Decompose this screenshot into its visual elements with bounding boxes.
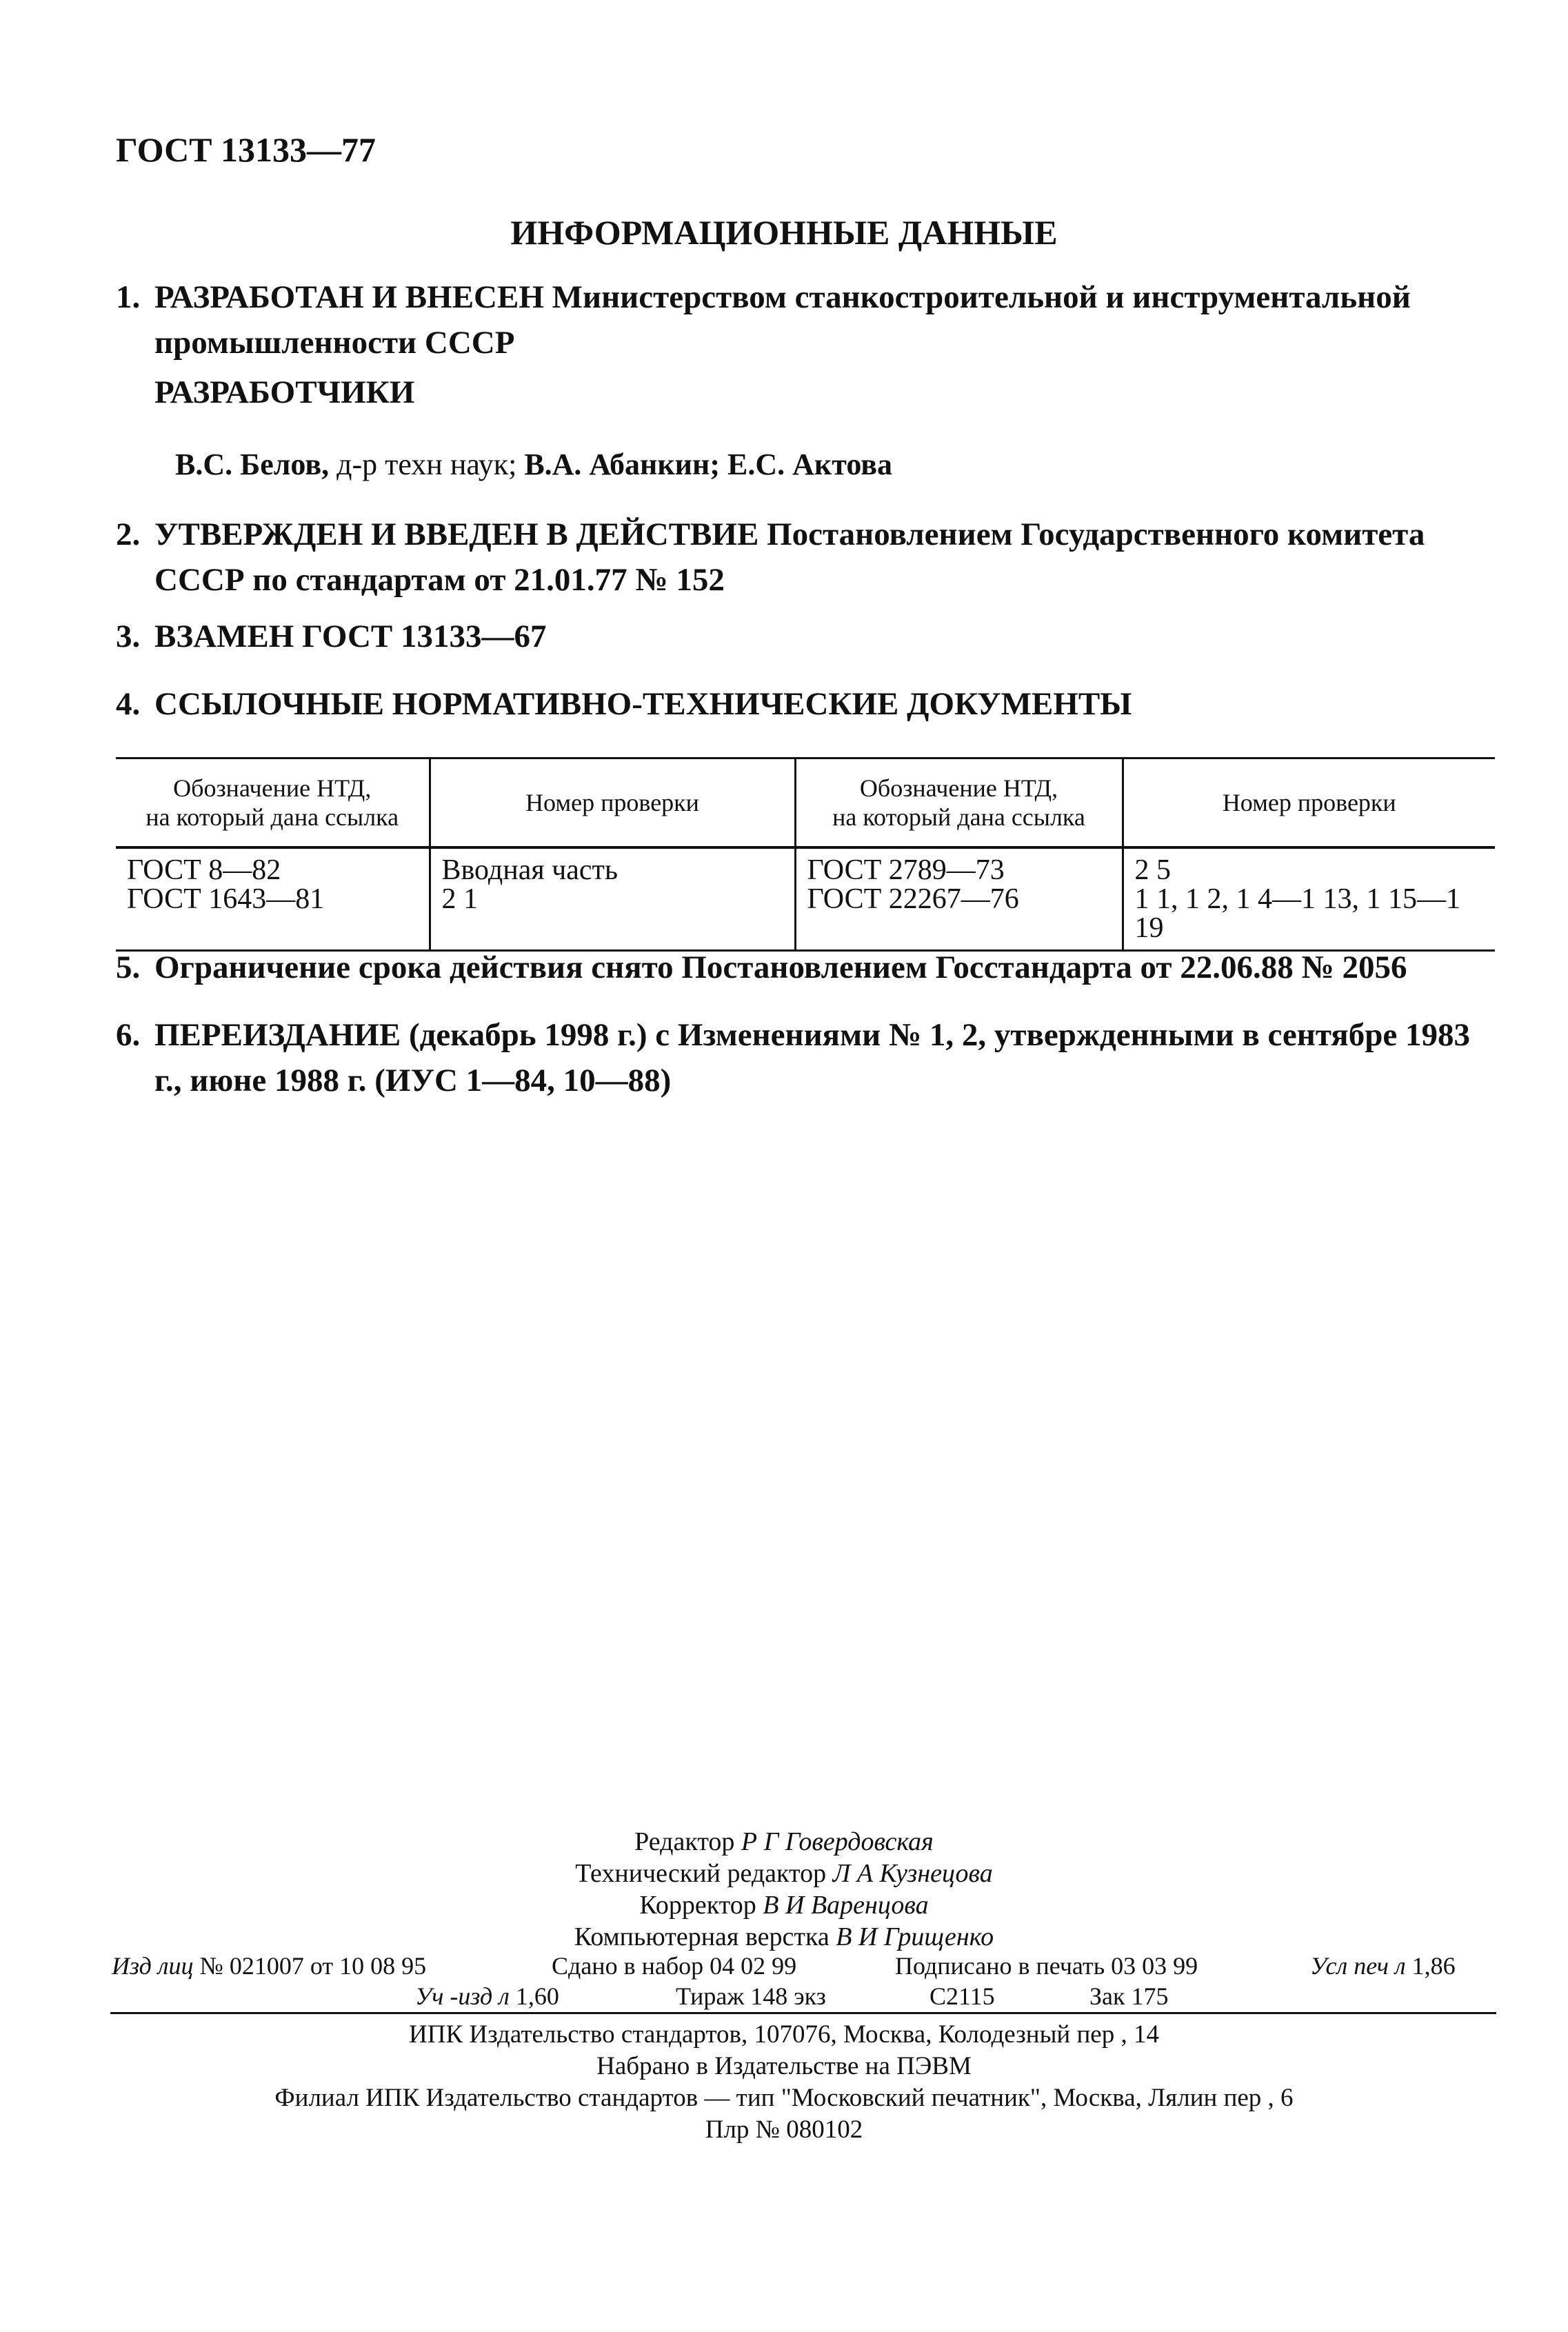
reference-documents-table xyxy=(116,757,1495,952)
table-row xyxy=(116,847,1495,885)
credit-name: Р Г Говердовская xyxy=(741,1827,934,1856)
imprint-pub-sheets xyxy=(415,1982,559,2011)
table-cell: Вводная часть xyxy=(430,847,795,885)
imprint-typeset: Сдано в набор 04 02 99 xyxy=(552,1952,797,1980)
info-item-2 xyxy=(116,512,1488,603)
credit-role: Корректор xyxy=(639,1891,756,1920)
imprint-order: Зак 175 xyxy=(1089,1982,1169,2010)
table-cell: 2 5 xyxy=(1123,847,1495,885)
info-item-3 xyxy=(116,614,1488,659)
credit-role: Редактор xyxy=(634,1827,735,1856)
credit-line xyxy=(0,1826,1568,1858)
item-text: Постановлением Государственного комитета СССР по стандартам от 21.01.77 № 152 xyxy=(154,516,1425,598)
publisher-line: Плр № 080102 xyxy=(705,2115,863,2144)
credit-role: Технический редактор xyxy=(575,1859,827,1888)
page-title: ИНФОРМАЦИОННЫЕ ДАННЫЕ xyxy=(510,213,1058,252)
publisher-line: Филиал ИПК Издательство стандартов — тип "Московский печатник", Москва, Лялин пер , 6 xyxy=(274,2084,1294,2112)
credit-line xyxy=(0,1889,1568,1921)
column-header-ntd xyxy=(795,758,1123,848)
table-cell: ГОСТ 2789—73 xyxy=(795,847,1123,885)
info-item-6 xyxy=(116,1012,1488,1103)
imprint-license-label: Изд лиц xyxy=(112,1952,194,1980)
item-text: Ограничение срока действия снято Постановлением Госстандарта от 22.06.88 № 2056 xyxy=(154,949,1407,985)
imprint-code: С2115 xyxy=(929,1982,995,2010)
column-header-check xyxy=(430,758,795,848)
item-number: 1. xyxy=(116,279,141,315)
publisher-info xyxy=(0,2019,1568,2146)
developer-name: В.С. Белов, xyxy=(175,448,330,481)
imprint-license-number: № 021007 от 10 08 95 xyxy=(199,1952,427,1980)
info-item-1 xyxy=(116,274,1488,365)
column-header-ntd xyxy=(116,758,430,848)
credit-name: Л А Кузнецова xyxy=(832,1859,993,1888)
column-header-label: Обозначение НТД, на который дана ссылка xyxy=(832,774,1085,831)
item-lead: ССЫЛОЧНЫЕ НОРМАТИВНО-ТЕХНИЧЕСКИЕ ДОКУМЕНТЫ xyxy=(154,686,1132,722)
item-number: 5. xyxy=(116,949,141,985)
table-cell: 2 1 xyxy=(430,885,795,951)
developers-heading: РАЗРАБОТЧИКИ xyxy=(154,374,415,410)
table-cell: ГОСТ 22267—76 xyxy=(795,885,1123,951)
item-lead: УТВЕРЖДЕН И ВВЕДЕН В ДЕЙСТВИЕ xyxy=(154,516,759,552)
info-item-4 xyxy=(116,681,1488,727)
imprint-license xyxy=(112,1951,426,1980)
imprint-divider xyxy=(110,2012,1496,2014)
credit-name: В И Грищенко xyxy=(836,1922,994,1951)
document-code: ГОСТ 13133—77 xyxy=(116,130,376,169)
imprint-signed: Подписано в печать 03 03 99 xyxy=(895,1952,1198,1980)
publisher-line: Набрано в Издательстве на ПЭВМ xyxy=(596,2052,972,2080)
table-cell: ГОСТ 1643—81 xyxy=(116,885,430,951)
item-text: Министерством станкостроительной и инструментальной промышленности СССР xyxy=(154,279,1411,361)
credit-line xyxy=(0,1921,1568,1953)
item-number: 2. xyxy=(116,516,141,552)
credit-line xyxy=(0,1858,1568,1889)
developer-names: В.А. Абанкин; Е.С. Актова xyxy=(524,448,892,481)
table-row xyxy=(116,885,1495,951)
editorial-credits xyxy=(0,1826,1568,1953)
item-lead: РАЗРАБОТАН И ВНЕСЕН xyxy=(154,279,544,315)
imprint-run: Тираж 148 экз xyxy=(676,1982,826,2010)
table-cell: 1 1, 1 2, 1 4—1 13, 1 15—1 19 xyxy=(1123,885,1495,951)
info-item-5 xyxy=(116,945,1488,990)
imprint-print-sheets xyxy=(1310,1951,1456,1980)
developers-list xyxy=(175,447,892,482)
imprint-print-sheets-label: Усл печ л xyxy=(1310,1952,1406,1980)
credit-role: Компьютерная верстка xyxy=(574,1922,830,1951)
table-header-row xyxy=(116,758,1495,848)
item-number: 6. xyxy=(116,1017,141,1053)
table-cell: ГОСТ 8—82 xyxy=(127,854,281,886)
item-lead: ПЕРЕИЗДАНИЕ xyxy=(154,1017,401,1053)
item-number: 4. xyxy=(116,686,141,722)
column-header-label: Номер проверки xyxy=(1222,789,1396,816)
imprint-print-sheets-value: 1,86 xyxy=(1411,1952,1456,1980)
publisher-line: ИПК Издательство стандартов, 107076, Москва, Колодезный пер , 14 xyxy=(409,2020,1159,2049)
developer-degree: д-р техн наук; xyxy=(329,448,525,481)
column-header-check xyxy=(1123,758,1495,848)
imprint-pub-sheets-value: 1,60 xyxy=(515,1982,559,2010)
item-lead: ВЗАМЕН ГОСТ 13133—67 xyxy=(154,619,547,654)
item-text: (декабрь 1998 г.) с Изменениями № 1, 2, утвержденными в сентябре 1983 г., июне 1988 г. (ИУС 1—84, 10—88) xyxy=(154,1017,1470,1098)
column-header-label: Обозначение НТД, на который дана ссылка xyxy=(145,774,399,831)
credit-name: В И Варенцова xyxy=(763,1891,929,1920)
column-header-label: Номер проверки xyxy=(525,789,699,816)
item-number: 3. xyxy=(116,619,141,654)
imprint-pub-sheets-label: Уч -изд л xyxy=(415,1982,510,2010)
